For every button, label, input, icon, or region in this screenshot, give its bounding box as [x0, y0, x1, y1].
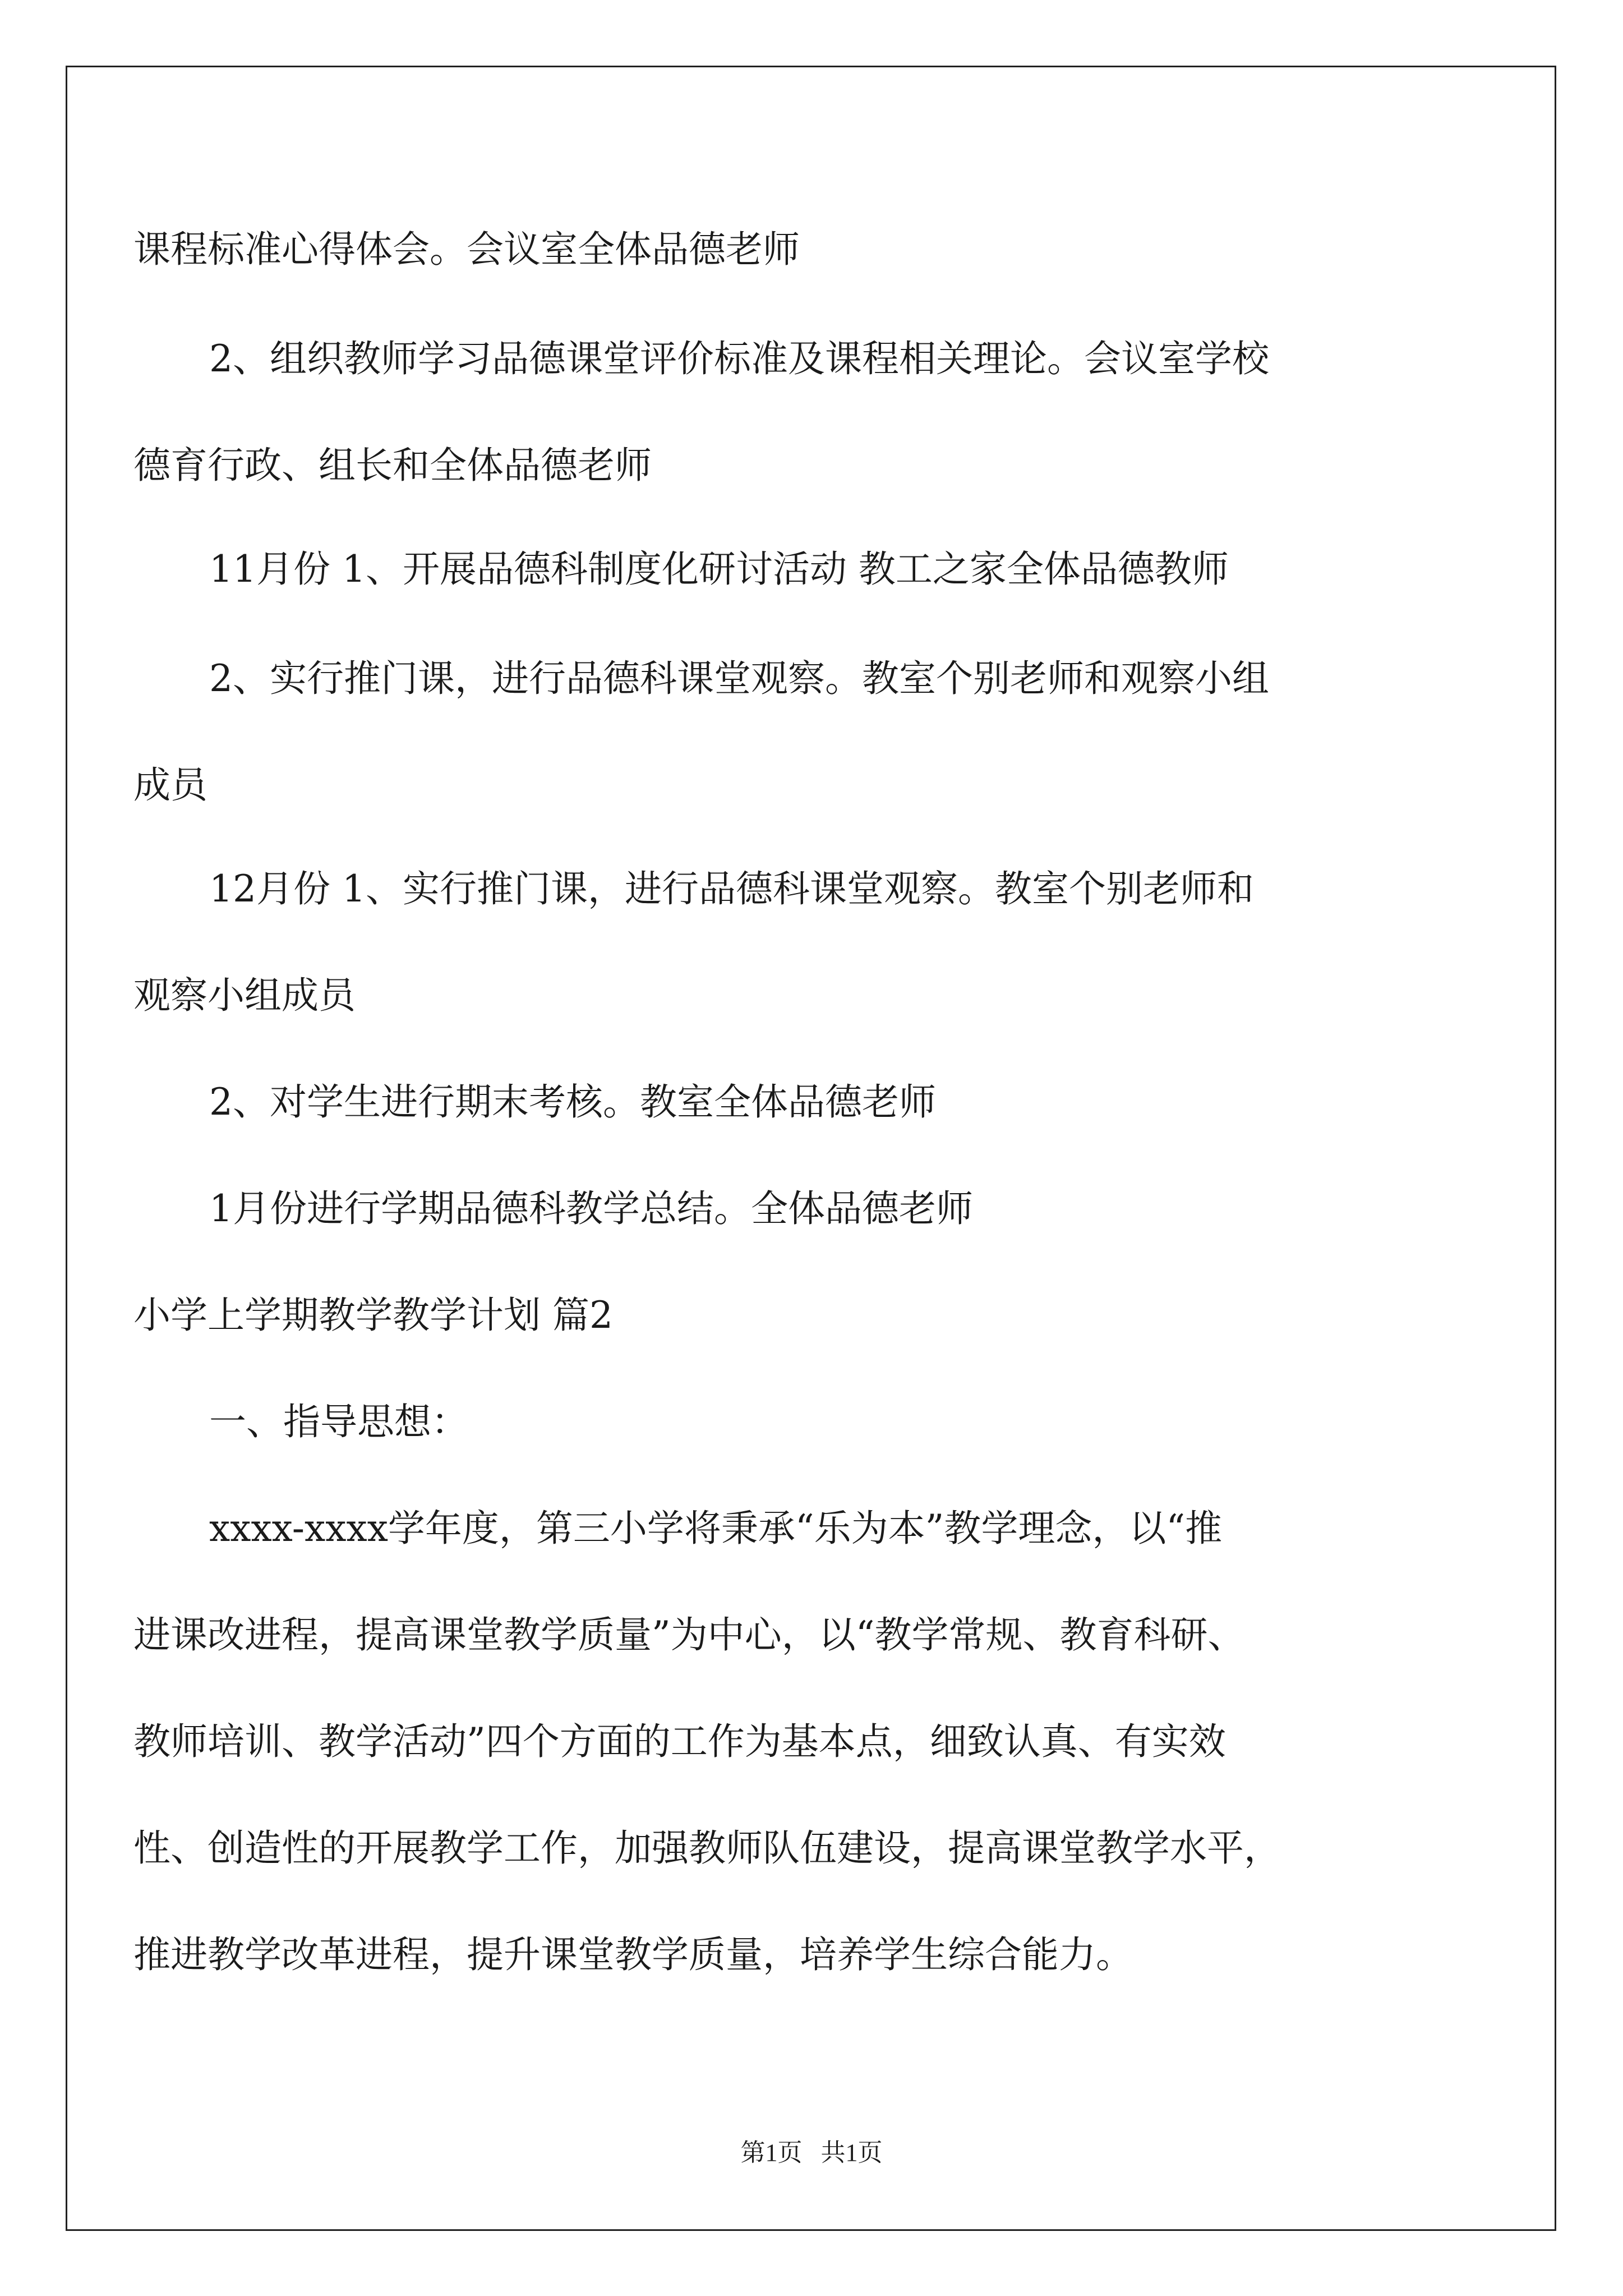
page-border: [66, 66, 1556, 2231]
text-line: 教师培训、教学活动”四个方面的工作为基本点，细致认真、有实效: [133, 1720, 1226, 1763]
text-line: 推进教学改革进程，提升课堂教学质量，培养学生综合能力。: [133, 1933, 1133, 1976]
text-line: 德育行政、组长和全体品德老师: [133, 444, 652, 487]
text-line: 课程标准心得体会。会议室全体品德老师: [133, 228, 800, 271]
text-line: 12月份 1、实行推门课，进行品德科课堂观察。教室个别老师和: [209, 867, 1254, 910]
text-line: 1月份进行学期品德科教学总结。全体品德老师: [209, 1187, 973, 1230]
subsection-heading: 一、指导思想：: [209, 1400, 468, 1443]
text-line: 成员: [133, 763, 208, 807]
text-line: 性、创造性的开展教学工作，加强教师队伍建设，提高课堂教学水平，: [133, 1826, 1281, 1870]
text-line: xxxx-xxxx学年度，第三小学将秉承“乐为本”教学理念，以“推: [209, 1507, 1223, 1550]
text-line: 进课改进程，提高课堂教学质量”为中心，以“教学常规、教育科研、: [133, 1613, 1245, 1657]
text-line: 2、组织教师学习品德课堂评价标准及课程相关理论。会议室学校: [209, 337, 1269, 380]
page-footer: 第1页 共1页: [740, 2139, 883, 2166]
text-line: 2、对学生进行期末考核。教室全体品德老师: [209, 1080, 936, 1124]
text-line: 观察小组成员: [133, 974, 356, 1017]
text-line: 11月份 1、开展品德科制度化研讨活动 教工之家全体品德教师: [209, 547, 1229, 591]
text-line: 2、实行推门课，进行品德科课堂观察。教室个别老师和观察小组: [209, 657, 1269, 700]
section-heading: 小学上学期教学教学计划 篇2: [133, 1294, 613, 1337]
